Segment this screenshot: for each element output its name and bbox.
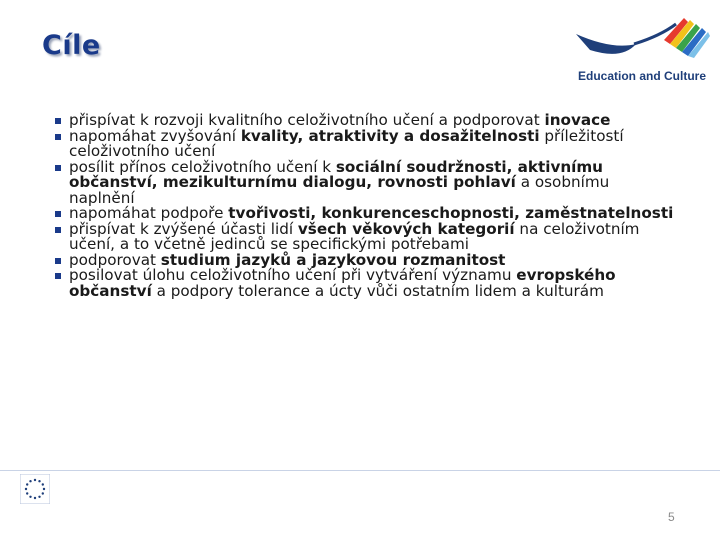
bullet-square-icon [55, 165, 61, 171]
slide-title: Cíle [42, 30, 101, 61]
bullet-text: na celoživotním učení, a to včetně jedinců se specifickými potřebami [69, 219, 640, 253]
emblem-star [34, 479, 36, 481]
bullet-square-icon [55, 227, 61, 233]
bullet-square-icon [55, 258, 61, 264]
emblem-star [43, 488, 45, 490]
footer-divider [0, 470, 720, 471]
education-culture-logo [572, 10, 712, 82]
bullet-item [55, 126, 675, 160]
bullet-item [55, 268, 675, 299]
bullet-text: posílit přínos celoživotního učení k [69, 157, 336, 176]
bullet-text: přispívat k rozvoji kvalitního celoživotního učení a podporovat [69, 111, 545, 129]
bullet-list [55, 113, 675, 299]
bullet-item [55, 157, 675, 207]
emblem-star [38, 480, 40, 482]
bullet-emphasis: inovace [544, 111, 611, 129]
eu-logo-graphic [572, 10, 712, 68]
bullet-text: napomáhat podpoře [69, 204, 229, 222]
page-number: 5 [668, 510, 675, 524]
bullet-text: napomáhat zvyšování [69, 126, 241, 145]
emblem-star [42, 492, 44, 494]
bullet-text: posilovat úlohu celoživotního učení při vytváření významu [69, 266, 517, 284]
emblem-star [34, 497, 36, 499]
emblem-star [25, 488, 27, 490]
bullet-square-icon [55, 118, 61, 124]
bullet-emphasis: tvořivosti, konkurenceschopnosti, zaměstnatelnosti [228, 204, 674, 222]
bullet-text: příležitostí celoživotního učení [69, 126, 624, 160]
bullet-square-icon [55, 273, 61, 279]
emblem-star [29, 496, 31, 498]
bullet-emphasis: studium jazyků a jazykovou rozmanitost [160, 250, 506, 269]
emblem-star [38, 496, 40, 498]
bullet-emphasis: sociální soudržnosti, aktivnímu občanství, mezikulturnímu dialogu, rovnosti pohlaví [69, 157, 603, 191]
bullet-square-icon [55, 134, 61, 140]
emblem-star [26, 483, 28, 485]
bullet-emphasis: evropského občanství [69, 266, 616, 300]
bullet-square-icon [55, 211, 61, 217]
bullet-text: a osobnímu naplnění [69, 173, 610, 207]
emblem-star [29, 480, 31, 482]
emblem-star [26, 492, 28, 494]
bullet-emphasis: všech věkových kategorií [297, 219, 515, 238]
bullet-item [55, 219, 675, 253]
eu-stars-icon [20, 474, 50, 504]
bullet-emphasis: kvality, atraktivity a dosažitelnosti [240, 126, 540, 145]
bullet-text: podporovat [69, 250, 161, 269]
bullet-text: přispívat k zvýšené účasti lidí [69, 219, 298, 238]
logo-text: Education and Culture [578, 69, 707, 83]
emblem-star [42, 483, 44, 485]
bullet-text: a podpory tolerance a úcty vůči ostatním lidem a kulturám [151, 281, 604, 300]
